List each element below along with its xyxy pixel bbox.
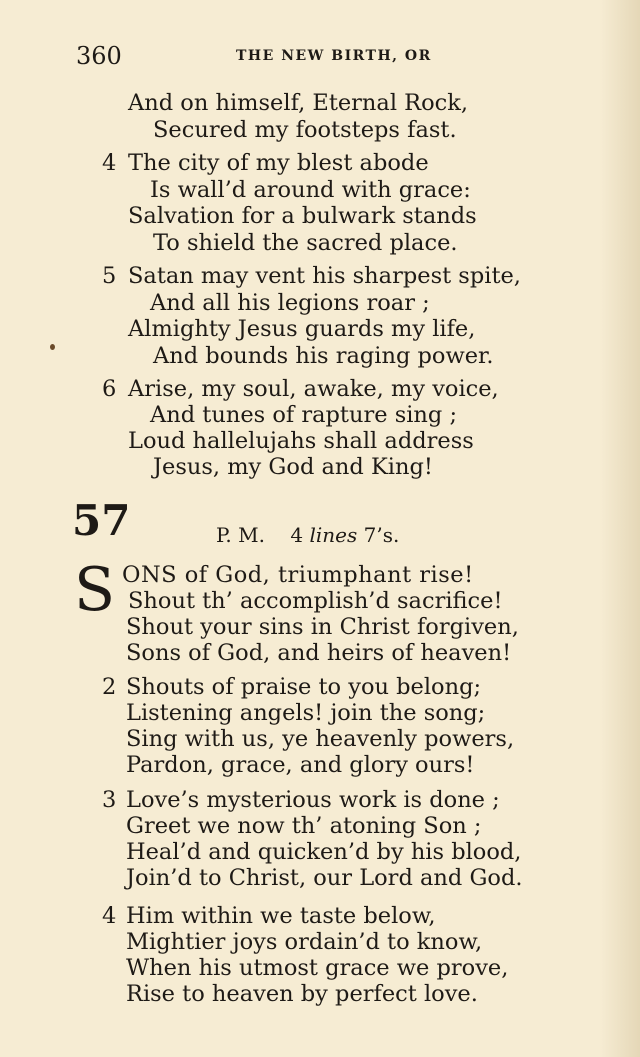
verse-line: Heal’d and quicken’d by his blood,: [126, 839, 522, 865]
page-edge-shadow: [600, 0, 640, 1057]
stanza-number: 3: [102, 787, 117, 813]
verse-line: To shield the sacred place.: [153, 230, 458, 256]
verse-line: Love’s mysterious work is done ;: [126, 787, 500, 813]
stanza-number: 4: [102, 150, 117, 176]
verse-line: Almighty Jesus guards my life,: [128, 316, 476, 342]
verse-line: Shout th’ accomplish’d sacrifice!: [128, 588, 503, 614]
page-header: [76, 42, 466, 72]
meter-prefix: P. M.: [216, 523, 265, 547]
verse-line: Greet we now th’ atoning Son ;: [126, 813, 482, 839]
running-title: THE NEW BIRTH, OR: [236, 48, 432, 64]
verse-line: Jesus, my God and King!: [153, 454, 433, 480]
ink-speck: [50, 344, 55, 350]
verse-line: Shout your sins in Christ forgiven,: [126, 614, 519, 640]
verse-line: Arise, my soul, awake, my voice,: [128, 376, 499, 402]
verse-line: Mightier joys ordain’d to know,: [126, 929, 483, 955]
meter-suffix: 7’s.: [363, 523, 400, 547]
meter-indicator: [216, 525, 399, 545]
verse-line: Join’d to Christ, our Lord and God.: [126, 865, 523, 891]
meter-count: 4: [290, 523, 304, 547]
stanza-number: 4: [102, 903, 117, 929]
stanza-number: 2: [102, 674, 117, 700]
verse-line: Him within we taste below,: [126, 903, 436, 929]
stanza-number: 5: [102, 263, 117, 289]
verse-line: ONS of God, triumphant rise!: [122, 562, 474, 588]
verse-line: Shouts of praise to you belong;: [126, 674, 482, 700]
verse-line: Pardon, grace, and glory ours!: [126, 752, 475, 778]
verse-line: Rise to heaven by perfect love.: [126, 981, 478, 1007]
verse-line: And all his legions roar ;: [150, 290, 430, 316]
hymn-number: 57: [72, 496, 131, 545]
verse-line: And tunes of rapture sing ;: [150, 402, 458, 428]
verse-line: And bounds his raging power.: [153, 343, 494, 369]
verse-line: Sing with us, ye heavenly powers,: [126, 726, 515, 752]
verse-line: Satan may vent his sharpest spite,: [128, 263, 521, 289]
verse-line: Secured my footsteps fast.: [153, 117, 457, 143]
verse-line: And on himself, Eternal Rock,: [128, 90, 469, 116]
page-number: 360: [76, 42, 122, 70]
verse-line: Salvation for a bulwark stands: [128, 203, 477, 229]
stanza-number: 6: [102, 376, 117, 402]
verse-line: Is wall’d around with grace:: [150, 177, 471, 203]
verse-line: Loud hallelujahs shall address: [128, 428, 474, 454]
drop-cap: S: [74, 555, 116, 625]
verse-line: Listening angels! join the song;: [126, 700, 486, 726]
verse-line: When his utmost grace we prove,: [126, 955, 509, 981]
verse-line: Sons of God, and heirs of heaven!: [126, 640, 512, 666]
verse-line: The city of my blest abode: [128, 150, 429, 176]
meter-lines-word: lines: [309, 523, 358, 547]
